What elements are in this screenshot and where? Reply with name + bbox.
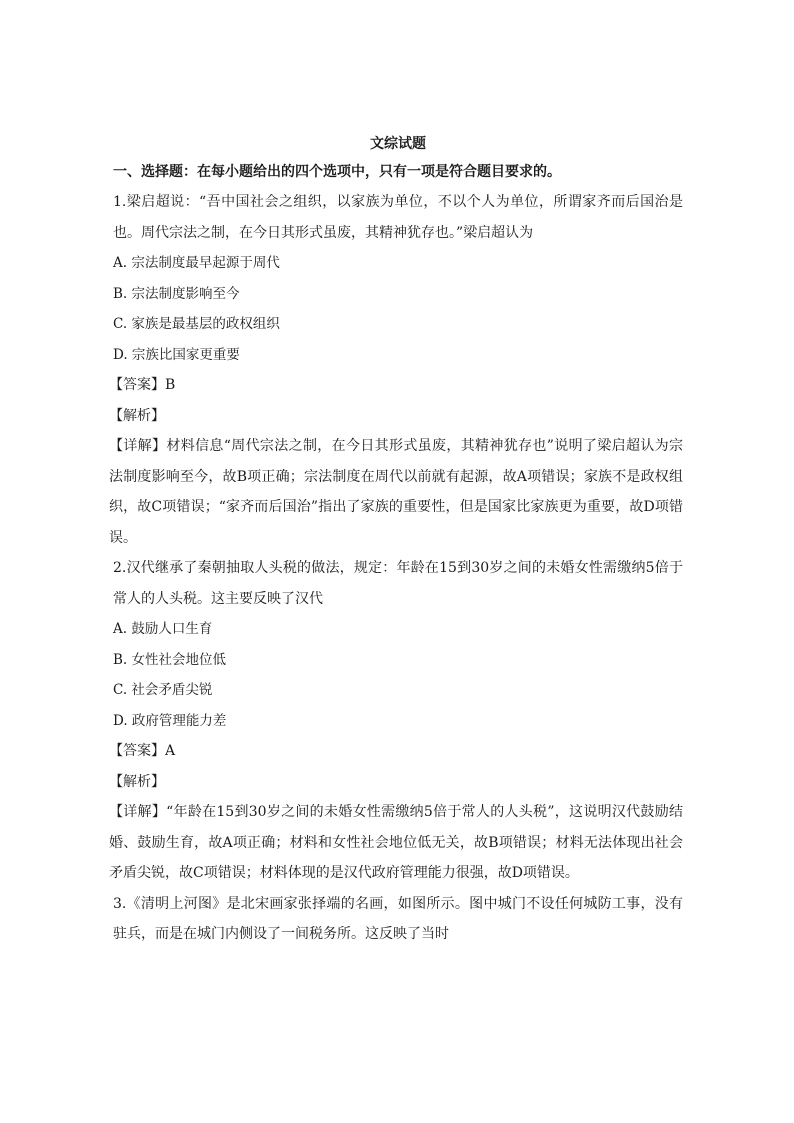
question-2-stem: 2.汉代继承了秦朝抽取人头税的做法，规定：年龄在15到30岁之间的未婚女性需缴纳5倍于常人的人头税。这主要反映了汉代 <box>113 560 683 607</box>
document-content <box>109 133 683 950</box>
question-1-option-a: A. 宗法制度最早起源于周代 <box>113 255 280 271</box>
section-heading: 一、选择题：在每小题给出的四个选项中，只有一项是符合题目要求的。 <box>113 164 561 180</box>
question-2 <box>109 553 683 889</box>
question-3-stem: 3.《清明上河图》是北宋画家张择端的名画，如图所示。图中城门不设任何城防工事，没有驻兵，而是在城门内侧设了一间税务所。这反映了当时 <box>113 895 683 942</box>
question-1-option-d: D. 宗族比国家更重要 <box>113 346 240 363</box>
question-2-option-b: B. 女性社会地位低 <box>113 651 227 668</box>
page-title: 文综试题 <box>370 136 426 152</box>
question-1-answer: 【答案】B <box>109 377 176 393</box>
question-2-analysis: 【解析】 <box>109 773 165 790</box>
question-1-option-c: C. 家族是最基层的政权组织 <box>113 316 280 332</box>
question-1-analysis: 【解析】 <box>109 407 165 424</box>
question-1-option-b: B. 宗法制度影响至今 <box>113 285 240 302</box>
question-1 <box>109 187 683 553</box>
question-1-detail: 【详解】材料信息“周代宗法之制，在今日其形式虽废，其精神犹存也”说明了梁启超认为宗法制度影响至今，故B项正确；宗法制度在周代以前就有起源，故A项错误；家族不是政权组织，故C项错误；“家齐而后国治”指出了家族的重要性，但是国家比家族更为重要，故D项错误。 <box>109 438 683 546</box>
question-1-stem: 1.梁启超说：“吾中国社会之组织，以家族为单位，不以个人为单位，所谓家齐而后国治是也。周代宗法之制，在今日其形式虽废，其精神犹存也。”梁启超认为 <box>113 194 683 241</box>
question-2-detail: 【详解】“年龄在15到30岁之间的未婚女性需缴纳5倍于常人的人头税”，这说明汉代鼓励结婚、鼓励生育，故A项正确；材料和女性社会地位低无关，故B项错误；材料无法体现出社会矛盾尖锐，故C项错误；材料体现的是汉代政府管理能力很强，故D项错误。 <box>109 804 683 881</box>
question-2-option-d: D. 政府管理能力差 <box>113 712 227 729</box>
question-2-option-a: A. 鼓励人口生育 <box>113 621 213 637</box>
question-2-answer: 【答案】A <box>109 743 176 759</box>
question-3 <box>113 889 683 950</box>
question-2-option-c: C. 社会矛盾尖锐 <box>113 682 213 698</box>
